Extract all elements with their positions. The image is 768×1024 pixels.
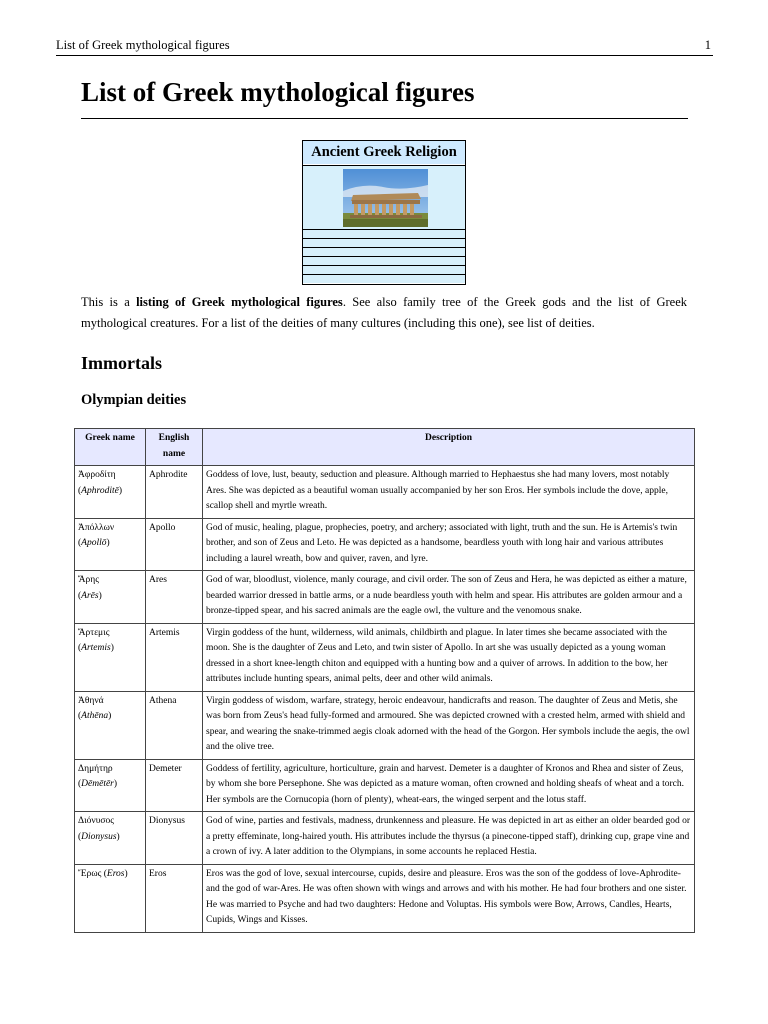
greek-name-cell: Διόνυσος (Dionysus) bbox=[75, 812, 146, 865]
greek-name: Ἀφροδίτη bbox=[78, 470, 116, 480]
intro-text-before: This is a bbox=[81, 295, 137, 309]
table-row bbox=[75, 759, 695, 812]
infobox-rows bbox=[303, 229, 465, 283]
table-body bbox=[75, 466, 695, 933]
description-cell: Goddess of fertility, agriculture, horticulture, grain and harvest. Demeter is a daughter of Kronos and Rhea and sister of Zeus, by whom she bore Persephone. She was depicted as a mature woman, often crowned and holding sheafs of wheat and a torch. Her symbols are the Cornucopia (horn of plenty), wheat-ears, the winged serpent and the lotus staff. bbox=[203, 759, 695, 812]
transliteration: Apollō bbox=[81, 538, 107, 548]
table-row bbox=[75, 571, 695, 624]
greek-name-cell: Ἀθηνά (Athēna) bbox=[75, 691, 146, 759]
infobox-row bbox=[303, 256, 465, 265]
greek-name-cell: Ἔρως (Eros) bbox=[75, 864, 146, 932]
greek-name: Ἔρως bbox=[78, 868, 102, 879]
greek-name-cell: Ἀπόλλων (Apollō) bbox=[75, 518, 146, 571]
page-title: List of Greek mythological figures bbox=[81, 77, 475, 107]
english-name-cell: Eros bbox=[146, 864, 203, 932]
table-row bbox=[75, 466, 695, 519]
column-header-greek-name: Greek name bbox=[75, 429, 146, 466]
english-name-cell: Aphrodite bbox=[146, 466, 203, 519]
english-name-cell: Artemis bbox=[146, 623, 203, 691]
title-divider bbox=[81, 118, 688, 119]
transliteration: Dionysus bbox=[81, 831, 117, 842]
temple-photo[interactable] bbox=[343, 169, 428, 227]
description-cell: Virgin goddess of wisdom, warfare, strategy, heroic endeavour, handicrafts and reason. The daughter of Zeus and Metis, she was born from Zeus's head fully-formed and armoured. She was depicted crowned with a crested helm, armed with shield and spear, and wearing the snake-trimmed aegis cloak adorned with the head of the Gorgon. Her symbols include the aegis, the owl and the olive tree. bbox=[203, 691, 695, 759]
greek-name-cell: Ἄρτεμις (Artemis) bbox=[75, 623, 146, 691]
english-name-cell: Dionysus bbox=[146, 812, 203, 865]
greek-name: Ἀθηνά bbox=[78, 695, 104, 706]
table-row bbox=[75, 864, 695, 932]
english-name-cell: Apollo bbox=[146, 518, 203, 571]
description-cell: Eros was the god of love, sexual intercourse, cupids, desire and pleasure. Eros was the son of the goddess of love-Aphrodite-and the god of war-Ares. He was often shown with wings and arrows and with his mother. He had four brothers and one sister. He was married to Psyche and had two daughters: Hedone and Voluptas. His symbols were Bow, Arrows, Candles, Hearts, Cupids, Wings and Kisses. bbox=[203, 864, 695, 932]
description-cell: Virgin goddess of the hunt, wilderness, wild animals, childbirth and plague. In later times she became associated with the moon. She is the daughter of Zeus and Leto, and twin sister of Apollo. In art she was usually depicted as a young woman dressed in a short knee-length chiton and equipped with a hunting bow and a quiver of arrows. In addition to the bow, her attributes include hunting spears, animal pelts, deer and other wild animals. bbox=[203, 623, 695, 691]
transliteration: Eros bbox=[106, 868, 125, 879]
table-row bbox=[75, 691, 695, 759]
greek-name: Διόνυσος bbox=[78, 816, 115, 826]
greek-name: Δημήτηρ bbox=[78, 763, 113, 774]
column-header-english-name: English name bbox=[146, 429, 203, 466]
greek-name: Ἄρης bbox=[78, 575, 99, 585]
running-header bbox=[56, 38, 713, 56]
subsection-heading-olympian: Olympian deities bbox=[81, 392, 187, 408]
table-header-row bbox=[75, 429, 695, 466]
section-heading-immortals: Immortals bbox=[81, 353, 162, 373]
english-name-cell: Ares bbox=[146, 571, 203, 624]
description-cell: God of wine, parties and festivals, madness, drunkenness and pleasure. He was depicted in art as either an older bearded god or a pretty effeminate, long-haired youth. His attributes include the thyrsus (a pinecone-tipped staff), drinking cup, grape vine and a crown of ivy. A later addition to the Olympians, in some accounts he replaced Hestia. bbox=[203, 812, 695, 865]
olympian-deities-table bbox=[74, 428, 695, 933]
infobox-row bbox=[303, 274, 465, 283]
table-row bbox=[75, 623, 695, 691]
transliteration: Athēna bbox=[81, 711, 109, 721]
greek-name-cell: Δημήτηρ (Dēmētēr) bbox=[75, 759, 146, 812]
english-name-cell: Athena bbox=[146, 691, 203, 759]
column-header-description: Description bbox=[203, 429, 695, 466]
greek-name: Ἀπόλλων bbox=[78, 522, 115, 533]
transliteration: Arēs bbox=[81, 590, 99, 601]
transliteration: Dēmētēr bbox=[81, 779, 114, 789]
infobox-title: Ancient Greek Religion bbox=[303, 141, 465, 164]
description-cell: God of war, bloodlust, violence, manly courage, and civil order. The son of Zeus and Hera, he was depicted as either a mature, bearded warrior dressed in battle arms, or a nude beardless youth with helm and spear. His attributes are golden armour and a bronze-tipped spear, and his sacred animals are the eagle owl, the vulture and the venomous snake. bbox=[203, 571, 695, 624]
intro-text-after: . See also family tree of the Greek gods and the list of Greek mythological creatures. For a list of the deities of many cultures (including this one), see list of deities. bbox=[81, 295, 687, 330]
transliteration: Artemis bbox=[81, 643, 111, 653]
description-cell: God of music, healing, plague, prophecies, poetry, and archery; associated with light, truth and the sun. He is Artemis's twin brother, and son of Zeus and Leto. He was depicted as a handsome, beardless youth with long hair and various attributes including a laurel wreath, bow and quiver, raven, and lyre. bbox=[203, 518, 695, 571]
infobox bbox=[302, 140, 466, 285]
page-number: 1 bbox=[704, 38, 711, 52]
english-name-cell: Demeter bbox=[146, 759, 203, 812]
greek-name: Ἄρτεμις bbox=[78, 627, 110, 638]
table-row bbox=[75, 518, 695, 571]
transliteration: Aphroditē bbox=[81, 485, 119, 496]
running-header-title: List of Greek mythological figures bbox=[56, 38, 230, 52]
table-row bbox=[75, 812, 695, 865]
greek-name-cell: Ἀφροδίτη (Aphroditē) bbox=[75, 466, 146, 519]
infobox-row bbox=[303, 265, 465, 274]
intro-paragraph bbox=[81, 292, 687, 334]
infobox-row bbox=[303, 247, 465, 256]
infobox-row bbox=[303, 229, 465, 238]
infobox-row bbox=[303, 238, 465, 247]
description-cell: Goddess of love, lust, beauty, seduction and pleasure. Although married to Hephaestus she had many lovers, most notably Ares. She was depicted as a beautiful woman usually accompanied by her son Eros. Her symbols include the dove, apple, scallop shell and myrtle wreath. bbox=[203, 466, 695, 519]
infobox-image-area bbox=[303, 165, 465, 229]
greek-name-cell: Ἄρης (Arēs) bbox=[75, 571, 146, 624]
intro-bold-term: listing of Greek mythological figures bbox=[136, 295, 343, 309]
